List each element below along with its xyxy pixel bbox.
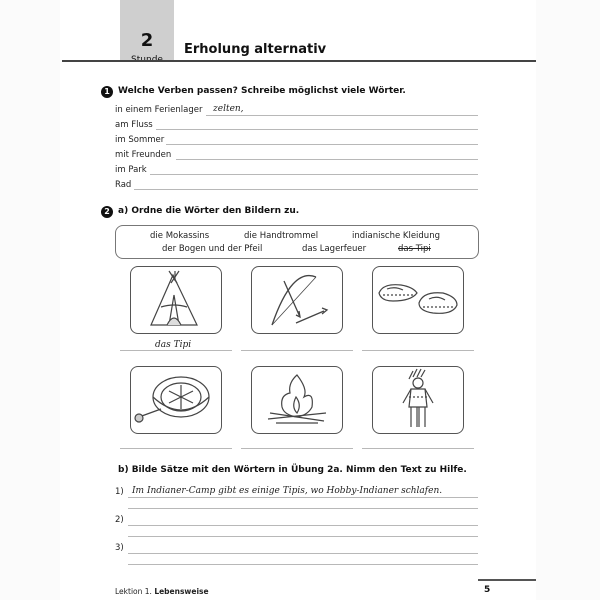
answer-line[interactable] xyxy=(206,115,478,116)
answer-line[interactable] xyxy=(176,159,478,160)
answer-line[interactable] xyxy=(241,350,353,351)
answer-line[interactable] xyxy=(128,553,478,554)
header-rule xyxy=(62,60,536,62)
footer-rule xyxy=(478,579,536,581)
picture-hand-drum xyxy=(130,366,222,434)
footer-lesson-prefix: Lektion 1. xyxy=(115,587,152,596)
word-bank-item-used: das Tipi xyxy=(398,244,431,254)
lesson-number: 2 xyxy=(140,30,154,51)
row-label: im Park xyxy=(115,165,147,175)
exercise-2b-instruction: b) Bilde Sätze mit den Wörtern in Übung 2a. Nimm den Text zu Hilfe. xyxy=(118,465,467,475)
picture-answer: das Tipi xyxy=(155,340,192,350)
moccasins-icon xyxy=(373,267,463,333)
sentence-number: 3) xyxy=(115,543,124,553)
answer-line[interactable] xyxy=(134,189,478,190)
sentence-number: 2) xyxy=(115,515,124,525)
answer-line[interactable] xyxy=(128,536,478,537)
footer-lesson xyxy=(115,587,209,596)
footer-lesson-name: Lebensweise xyxy=(154,587,209,596)
picture-campfire xyxy=(251,366,343,434)
exercise-1-instruction: Welche Verben passen? Schreibe möglichst viele Wörter. xyxy=(118,86,406,96)
answer-line[interactable] xyxy=(128,525,478,526)
row-label: im Sommer xyxy=(115,135,165,145)
page-number: 5 xyxy=(484,585,491,595)
answer-line[interactable] xyxy=(128,564,478,565)
answer-line[interactable] xyxy=(128,508,478,509)
right-margin xyxy=(536,0,600,600)
row-label: mit Freunden xyxy=(115,150,172,160)
word-bank-item: die Mokassins xyxy=(150,231,210,241)
bow-and-arrow-icon xyxy=(252,267,342,333)
answer-line[interactable] xyxy=(120,448,232,449)
row-label: in einem Ferienlager xyxy=(115,105,203,115)
sentence-answer: Im Indianer-Camp gibt es einige Tipis, wo Hobby-Indianer schlafen. xyxy=(132,486,443,496)
word-bank-item: indianische Kleidung xyxy=(352,231,440,241)
word-bank-item: der Bogen und der Pfeil xyxy=(162,244,263,254)
picture-native-clothing xyxy=(372,366,464,434)
word-bank-item: das Lagerfeuer xyxy=(302,244,367,254)
sentence-number: 1) xyxy=(115,487,124,497)
native-clothing-icon xyxy=(373,367,463,433)
answer-line[interactable] xyxy=(120,350,232,351)
page-title: Erholung alternativ xyxy=(184,42,327,57)
answer-line[interactable] xyxy=(166,144,478,145)
answer-line[interactable] xyxy=(362,350,474,351)
picture-bow-arrow xyxy=(251,266,343,334)
left-margin xyxy=(0,0,60,600)
exercise-2a-instruction: a) Ordne die Wörter den Bildern zu. xyxy=(118,206,300,216)
campfire-icon xyxy=(252,367,342,433)
row-label: Rad xyxy=(115,180,132,190)
hand-drum-icon xyxy=(131,367,221,433)
answer-line[interactable] xyxy=(150,174,478,175)
picture-tipi xyxy=(130,266,222,334)
answer-line[interactable] xyxy=(241,448,353,449)
exercise-1-number: 1 xyxy=(101,86,113,98)
answer-line[interactable] xyxy=(156,129,478,130)
tipi-icon xyxy=(131,267,221,333)
row-answer: zelten, xyxy=(213,104,244,114)
picture-moccasins xyxy=(372,266,464,334)
exercise-2-number: 2 xyxy=(101,206,113,218)
answer-line[interactable] xyxy=(362,448,474,449)
answer-line[interactable] xyxy=(128,497,478,498)
row-label: am Fluss xyxy=(115,120,153,130)
word-bank-item: die Handtrommel xyxy=(244,231,319,241)
